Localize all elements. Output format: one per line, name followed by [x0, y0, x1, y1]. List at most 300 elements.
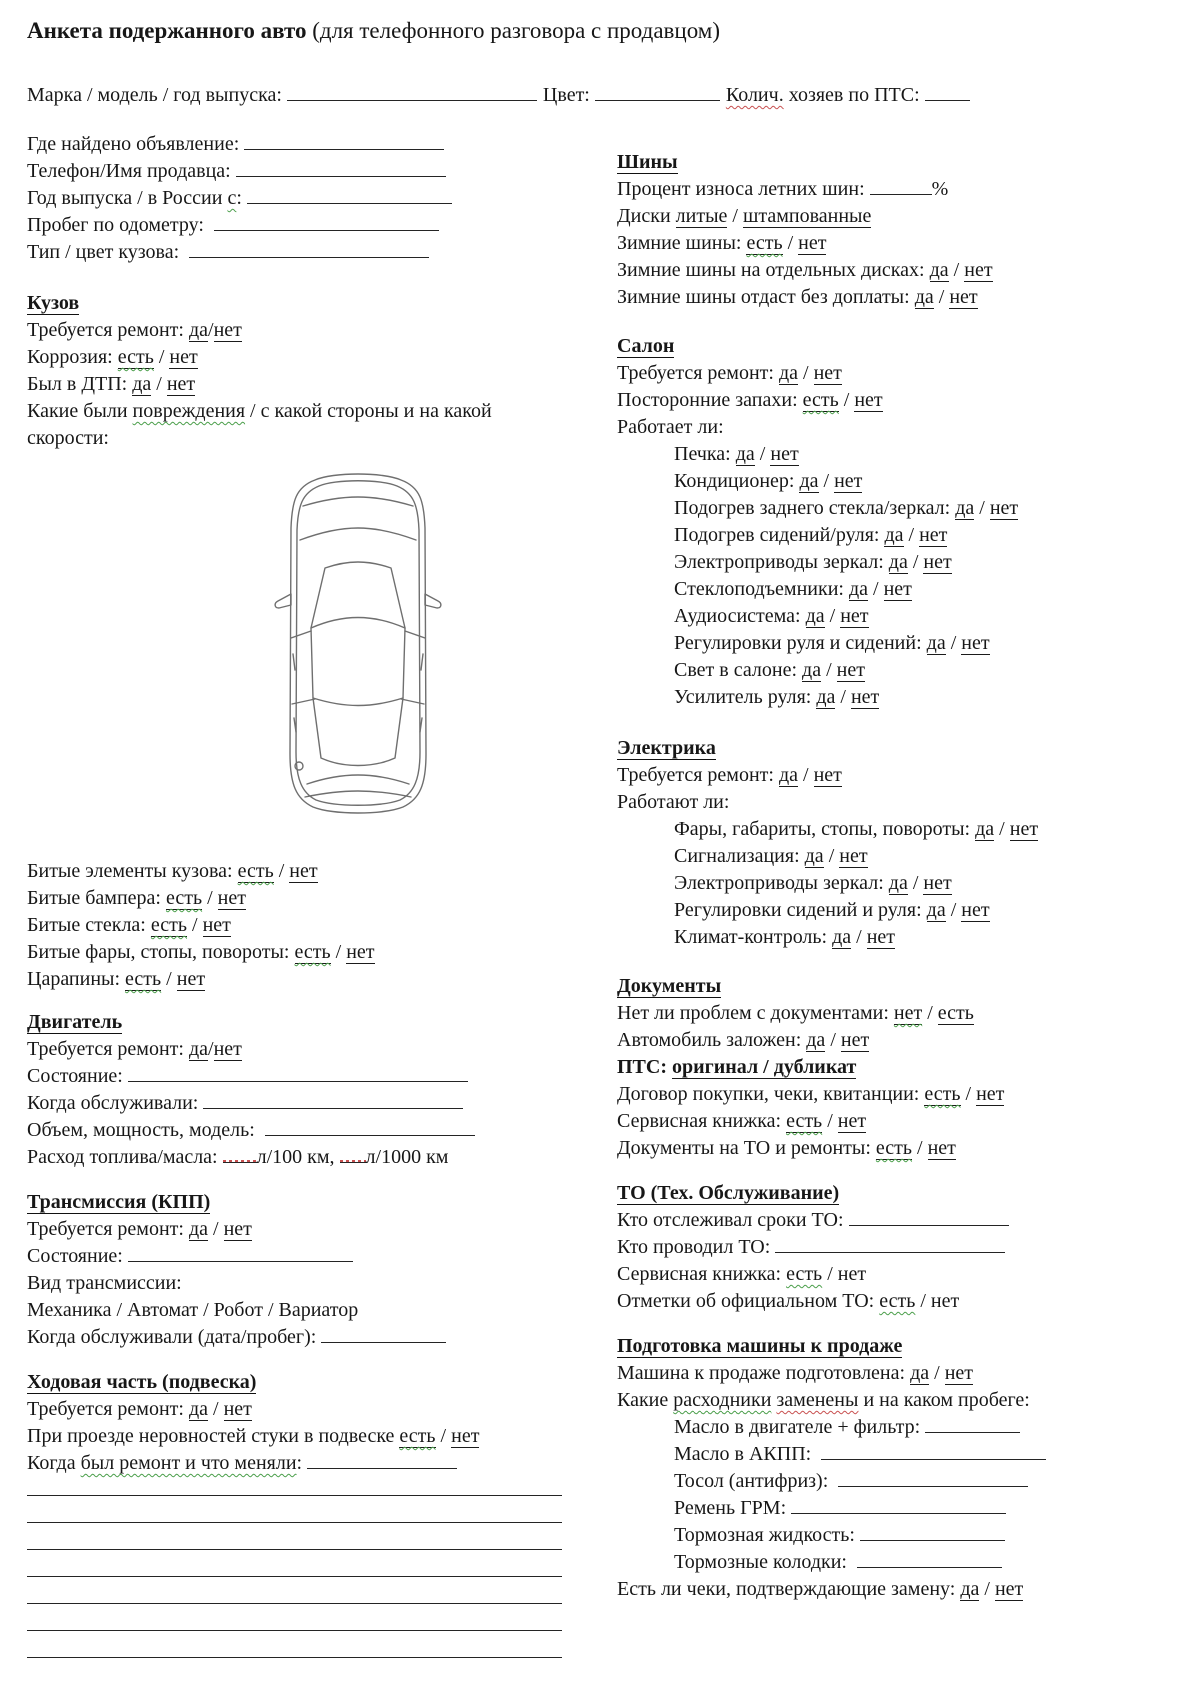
section-heading: Кузов — [27, 292, 80, 314]
text-run: / — [929, 1362, 945, 1384]
text-run: Сигнализация: — [674, 845, 805, 867]
answer-option: да — [735, 443, 755, 465]
answer-option: есть — [802, 389, 839, 411]
section-heading: Трансмиссия (КПП) — [27, 1191, 211, 1213]
form-line — [27, 1270, 589, 1297]
text-run: нет — [837, 1263, 867, 1285]
text-run: Подогрев заднего стекла/зеркал: — [674, 497, 956, 519]
section-shiny — [617, 149, 1173, 311]
answer-option: да — [806, 1029, 826, 1051]
answer-option: нет — [994, 1578, 1024, 1600]
answer-option: да — [778, 362, 799, 384]
text-run: / — [915, 1290, 931, 1312]
blank-field — [128, 1243, 353, 1262]
spellcheck-word: заменены — [776, 1389, 859, 1411]
section-heading-line — [617, 149, 1173, 176]
form-line — [617, 1495, 1173, 1522]
form-line — [617, 762, 1173, 789]
text-run: Тормозные колодки: — [674, 1551, 857, 1573]
section-heading-line — [617, 735, 1173, 762]
text-run: Телефон/Имя продавца: — [27, 160, 236, 182]
blank-field — [27, 1477, 562, 1496]
text-run: / — [153, 346, 170, 368]
answer-option: нет — [854, 389, 883, 411]
section-dvigatel — [27, 1009, 589, 1171]
text-run: Диски — [617, 205, 676, 227]
text-run: Отметки об официальном ТО: — [617, 1290, 880, 1312]
section-heading: Подготовка машины к продаже — [617, 1335, 903, 1357]
text-run: / — [822, 1110, 838, 1132]
answer-option: да — [778, 764, 799, 786]
answer-option: нет — [223, 1398, 252, 1420]
text-run: Состояние: — [27, 1245, 128, 1267]
answer-option: да — [975, 818, 995, 840]
form-line — [617, 1576, 1173, 1603]
owners-count-label: хозяев по ПТС: — [783, 84, 925, 106]
form-line — [27, 1423, 589, 1450]
text-run: Зимние шины на отдельных дисках: — [617, 259, 930, 281]
text-run: Зимние шины отдаст без доплаты: — [617, 286, 915, 308]
answer-option: литые — [675, 205, 728, 227]
form-line — [27, 344, 589, 371]
text-run: Вид трансмиссии: — [27, 1272, 182, 1294]
section-salon — [617, 333, 1173, 711]
blank-field — [27, 1585, 562, 1604]
form-line — [27, 966, 589, 993]
text-run: Какие — [617, 1389, 674, 1411]
form-line — [27, 1243, 589, 1270]
text-run: Машина к продаже подготовлена: — [617, 1362, 911, 1384]
text-run: Требуется ремонт: — [27, 1398, 189, 1420]
text-run: Требуется ремонт: — [27, 1218, 189, 1240]
section-transmissiya — [27, 1189, 589, 1351]
answer-option: да — [188, 1218, 209, 1240]
blank-field — [236, 158, 446, 177]
spellcheck-word: с — [227, 187, 237, 209]
answer-option: нет — [213, 1038, 242, 1060]
answer-option: нет — [837, 1110, 867, 1132]
text-run: / — [903, 524, 920, 546]
spellcheck-word: расходники — [673, 1389, 772, 1411]
text-run: : — [236, 187, 247, 209]
blank-field — [203, 1090, 463, 1109]
text-run: л/100 км, — [256, 1146, 340, 1168]
brand-model-year-label: Марка / модель / год выпуска: — [27, 84, 287, 106]
form-line — [617, 1441, 1173, 1468]
text-run: Кто проводил ТО: — [617, 1236, 776, 1258]
answer-option: да — [799, 470, 819, 492]
section-podgotovka — [617, 1333, 1173, 1603]
answer-option: да — [888, 551, 908, 573]
form-line — [27, 131, 589, 158]
text-run: Когда обслуживали: — [27, 1092, 204, 1114]
answer-option: да — [960, 1578, 980, 1600]
answer-option: есть — [399, 1425, 436, 1447]
form-line — [617, 603, 1173, 630]
text-run: Тип / цвет кузова: — [27, 241, 190, 263]
answer-option: нет — [961, 899, 990, 921]
section-heading-line — [27, 1009, 589, 1036]
text-run: / — [994, 818, 1010, 840]
owners-count-label-word: Колич. — [725, 84, 784, 106]
answer-option: нет — [289, 860, 318, 882]
blank-field — [775, 1234, 1005, 1253]
section-heading-line — [27, 290, 589, 317]
text-run: Кондиционер: — [674, 470, 800, 492]
answer-option: нет — [927, 1137, 956, 1159]
text-run: Регулировки сидений и руля: — [674, 899, 927, 921]
section-heading: Электрика — [617, 737, 716, 759]
page-title-main: Анкета подержанного авто — [27, 18, 307, 43]
form-line — [617, 203, 1173, 230]
blank-field — [925, 82, 970, 101]
blank-field — [27, 1639, 562, 1658]
text-run: Когда обслуживали (дата/пробег): — [27, 1326, 322, 1348]
section-heading-line — [617, 973, 1173, 1000]
text-run: / — [435, 1425, 452, 1447]
answer-option: нет — [202, 914, 231, 936]
answer-option: да — [929, 259, 949, 281]
answer-option: есть — [117, 346, 154, 368]
blank-field — [791, 1495, 1006, 1514]
text-run: / — [974, 497, 990, 519]
blank-field — [27, 1558, 562, 1577]
form-line — [27, 1216, 589, 1243]
text-run: / — [727, 205, 743, 227]
text-run: Битые элементы кузова: — [27, 860, 238, 882]
spellcheck-word: был ремонт и что меняли — [80, 1452, 297, 1474]
blank-field — [595, 82, 720, 101]
text-run: Состояние: — [27, 1065, 128, 1087]
form-line — [27, 185, 589, 212]
answer-option: нет — [798, 232, 827, 254]
text-run: Где найдено объявление: — [27, 133, 245, 155]
form-line — [27, 1324, 589, 1351]
text-run: Масло в двигателе + фильтр: — [674, 1416, 926, 1438]
text-run: / — [208, 319, 214, 341]
answer-option: да — [848, 578, 869, 600]
section-heading: Салон — [617, 335, 675, 357]
section-heading-line — [617, 1180, 1173, 1207]
section-elektrika — [617, 735, 1173, 951]
form-line — [27, 1450, 589, 1477]
answer-option: да — [188, 319, 209, 341]
text-run: / — [208, 1038, 214, 1060]
form-line — [617, 414, 1173, 441]
spellcheck-word: ПТС: — [617, 1056, 672, 1078]
blank-field — [27, 1531, 562, 1550]
form-line — [617, 789, 1173, 816]
answer-option: нет — [770, 443, 799, 465]
text-run: Требуется ремонт: — [617, 764, 779, 786]
text-run: Печка: — [674, 443, 736, 465]
section-kuzov — [27, 290, 589, 452]
text-run: Царапины: — [27, 968, 126, 990]
blank-field — [870, 176, 932, 195]
answer-option: есть — [786, 1110, 823, 1132]
answer-option: есть — [165, 887, 203, 909]
section-heading-line — [617, 333, 1173, 360]
form-line — [617, 1288, 1173, 1315]
answer-option: да — [804, 845, 824, 867]
answer-option: нет — [866, 926, 896, 948]
text-run: Сервисная книжка: — [617, 1263, 787, 1285]
text-run: Электроприводы зеркал: — [674, 872, 889, 894]
answer-option: да — [188, 1398, 209, 1420]
text-run: Масло в АКПП: — [674, 1443, 822, 1465]
answer-option: нет — [989, 497, 1019, 519]
form-line — [27, 939, 589, 966]
text-run: Коррозия: — [27, 346, 118, 368]
form-line — [617, 360, 1173, 387]
text-run: / — [945, 632, 962, 654]
answer-option: да — [926, 899, 946, 921]
text-run: : — [296, 1452, 308, 1474]
form-line — [27, 1090, 589, 1117]
text-run: и на каком пробеге: — [858, 1389, 1030, 1411]
text-run: Расход топлива/масла: — [27, 1146, 223, 1168]
answer-option: да — [888, 872, 908, 894]
form-line — [27, 1585, 589, 1612]
text-run: / — [208, 1218, 224, 1240]
form-line — [27, 398, 589, 425]
text-run: Процент износа летних шин: — [617, 178, 870, 200]
text-run: Фары, габариты, стопы, повороты: — [674, 818, 976, 840]
form-line — [27, 858, 589, 885]
answer-option: да — [955, 497, 975, 519]
answer-option: нет — [840, 1029, 870, 1051]
form-line — [617, 495, 1173, 522]
text-run: / — [933, 286, 950, 308]
answer-option: есть — [924, 1083, 961, 1105]
text-run: / — [208, 1398, 224, 1420]
form-line — [617, 924, 1173, 951]
answer-option: нет — [944, 1362, 974, 1384]
text-run: Какие были — [27, 400, 133, 422]
answer-option: оригинал / дубликат — [672, 1056, 857, 1078]
form-line — [27, 212, 589, 239]
text-run: Аудиосистема: — [674, 605, 806, 627]
answer-option: да — [802, 659, 822, 681]
answer-option: нет — [451, 1425, 480, 1447]
form-line — [27, 1612, 589, 1639]
answer-option: нет — [850, 686, 880, 708]
answer-option: нет — [840, 605, 869, 627]
form-line — [617, 870, 1173, 897]
text-run: Требуется ремонт: — [27, 1038, 189, 1060]
text-run: Есть ли чеки, подтверждающие замену: — [617, 1578, 961, 1600]
text-run: Климат-контроль: — [674, 926, 833, 948]
answer-option: нет — [1009, 818, 1039, 840]
answer-option: нет — [949, 286, 978, 308]
section-heading: Ходовая часть (подвеска) — [27, 1371, 257, 1393]
text-run: Договор покупки, чеки, квитанции: — [617, 1083, 925, 1105]
form-line — [27, 371, 589, 398]
answer-option: да — [910, 1362, 930, 1384]
answer-option: да — [914, 286, 934, 308]
answer-option: нет — [919, 524, 948, 546]
text-run: / — [825, 1029, 841, 1051]
text-run: Тосол (антифриз): — [674, 1470, 839, 1492]
text-run: / — [960, 1083, 977, 1105]
text-run: / — [907, 872, 924, 894]
text-run: скорости: — [27, 427, 109, 449]
answer-option: нет — [964, 259, 993, 281]
text-run: / — [202, 887, 218, 909]
form-line — [617, 387, 1173, 414]
form-line — [27, 158, 589, 185]
answer-option: есть — [937, 1002, 974, 1024]
text-run: / — [912, 1137, 928, 1159]
text-run: Усилитель руля: — [674, 686, 817, 708]
text-run: Регулировки руля и сидений: — [674, 632, 927, 654]
blank-field — [27, 1612, 562, 1631]
form-line — [27, 1396, 589, 1423]
text-run: / — [835, 686, 851, 708]
blank-field — [189, 239, 429, 258]
text-run: % — [931, 178, 949, 200]
text-run: / — [818, 470, 835, 492]
blank-field — [265, 1117, 475, 1136]
answer-option: нет — [217, 887, 246, 909]
text-run: Объем, мощность, модель: — [27, 1119, 265, 1141]
right-column — [617, 131, 1173, 1603]
text-run: Сервисная книжка: — [617, 1110, 787, 1132]
form-line — [27, 317, 589, 344]
text-run: / — [821, 659, 837, 681]
text-run: / — [823, 845, 840, 867]
section-heading: Документы — [617, 975, 722, 997]
left-column — [27, 131, 589, 1666]
form-line — [617, 1360, 1173, 1387]
text-run: / — [945, 899, 962, 921]
answer-option: есть — [746, 232, 783, 254]
text-run: / с какой стороны и на какой — [245, 400, 492, 422]
text-run: Работает ли: — [617, 416, 724, 438]
section-car — [273, 466, 589, 816]
form-line — [27, 912, 589, 939]
form-line — [27, 1639, 589, 1666]
page-title-subtitle: (для телефонного разговора с продавцом) — [306, 18, 721, 43]
text-run: Свет в салоне: — [674, 659, 803, 681]
answer-option: да — [884, 524, 904, 546]
spellcheck-word: есть — [786, 1263, 823, 1285]
form-line — [617, 257, 1173, 284]
blank-field — [247, 185, 452, 204]
answer-option: да — [132, 373, 152, 395]
form-line — [617, 1108, 1173, 1135]
form-line — [617, 549, 1173, 576]
form-line — [27, 1504, 589, 1531]
answer-option: да — [805, 605, 825, 627]
section-heading: ТО (Тех. Обслуживание) — [617, 1182, 840, 1204]
text-run: / — [979, 1578, 995, 1600]
spellcheck-word: повреждения — [132, 400, 246, 422]
text-run: / — [922, 1002, 938, 1024]
text-run: Подогрев сидений/руля: — [674, 524, 885, 546]
text-run: / — [907, 551, 924, 573]
form-line — [27, 1531, 589, 1558]
text-run: Электроприводы зеркал: — [674, 551, 889, 573]
text-run: / — [798, 362, 814, 384]
answer-option: нет — [961, 632, 990, 654]
form-line — [27, 1117, 589, 1144]
form-line — [617, 1081, 1173, 1108]
section-heading-line — [617, 1333, 1173, 1360]
form-line — [617, 576, 1173, 603]
text-run: / — [782, 232, 799, 254]
text-run: / — [822, 1263, 838, 1285]
form-line — [27, 425, 589, 452]
text-run: / — [824, 605, 841, 627]
text-run: Механика / Автомат / Робот / Вариатор — [27, 1299, 359, 1321]
section-bitye — [27, 858, 589, 993]
form-line — [27, 1063, 589, 1090]
blank-field — [925, 1414, 1020, 1433]
blank-field — [838, 1468, 1028, 1487]
form-line — [617, 284, 1173, 311]
answer-option: нет — [813, 764, 842, 786]
answer-option: нет — [883, 578, 912, 600]
answer-option: штампованные — [742, 205, 872, 227]
answer-option: есть — [150, 914, 187, 936]
blank-field — [287, 82, 537, 101]
text-run: Битые бампера: — [27, 887, 166, 909]
text-run: Кто отслеживал сроки ТО: — [617, 1209, 849, 1231]
section-heading: Шины — [617, 151, 678, 173]
form-line — [617, 1027, 1173, 1054]
text-run: / — [948, 259, 965, 281]
blank-field — [128, 1063, 468, 1082]
text-run: Требуется ремонт: — [617, 362, 779, 384]
form-line — [617, 816, 1173, 843]
text-run: Посторонние запахи: — [617, 389, 803, 411]
text-run: Автомобиль заложен: — [617, 1029, 807, 1051]
blank-field — [821, 1441, 1046, 1460]
section-heading-line — [27, 1369, 589, 1396]
form-line — [617, 1414, 1173, 1441]
text-run: Ремень ГРМ: — [674, 1497, 792, 1519]
answer-option: нет — [893, 1002, 923, 1024]
form-line — [27, 1477, 589, 1504]
answer-option: нет — [813, 362, 842, 384]
page-title — [27, 16, 1173, 46]
form-line — [27, 1036, 589, 1063]
answer-option: да — [832, 926, 852, 948]
spellcheck-word: есть — [879, 1290, 916, 1312]
blank-field — [340, 1144, 366, 1163]
blank-field — [857, 1549, 1002, 1568]
answer-option: нет — [923, 872, 952, 894]
section-contact — [27, 131, 589, 266]
text-run: л/1000 км — [365, 1146, 449, 1168]
text-run: При проезде неровностей стуки в подвеске — [27, 1425, 400, 1447]
form-line — [617, 522, 1173, 549]
text-run: Битые фары, стопы, повороты: — [27, 941, 295, 963]
answer-option: нет — [213, 319, 242, 341]
two-column-layout — [27, 131, 1173, 1666]
text-run: / — [187, 914, 203, 936]
text-run: / — [838, 389, 855, 411]
form-line — [617, 843, 1173, 870]
answer-option: есть — [294, 941, 331, 963]
text-run: Документы на ТО и ремонты: — [617, 1137, 876, 1159]
answer-option: нет — [346, 941, 375, 963]
form-line — [617, 657, 1173, 684]
answer-option: нет — [166, 373, 196, 395]
blank-field — [849, 1207, 1009, 1226]
answer-option: нет — [839, 845, 868, 867]
